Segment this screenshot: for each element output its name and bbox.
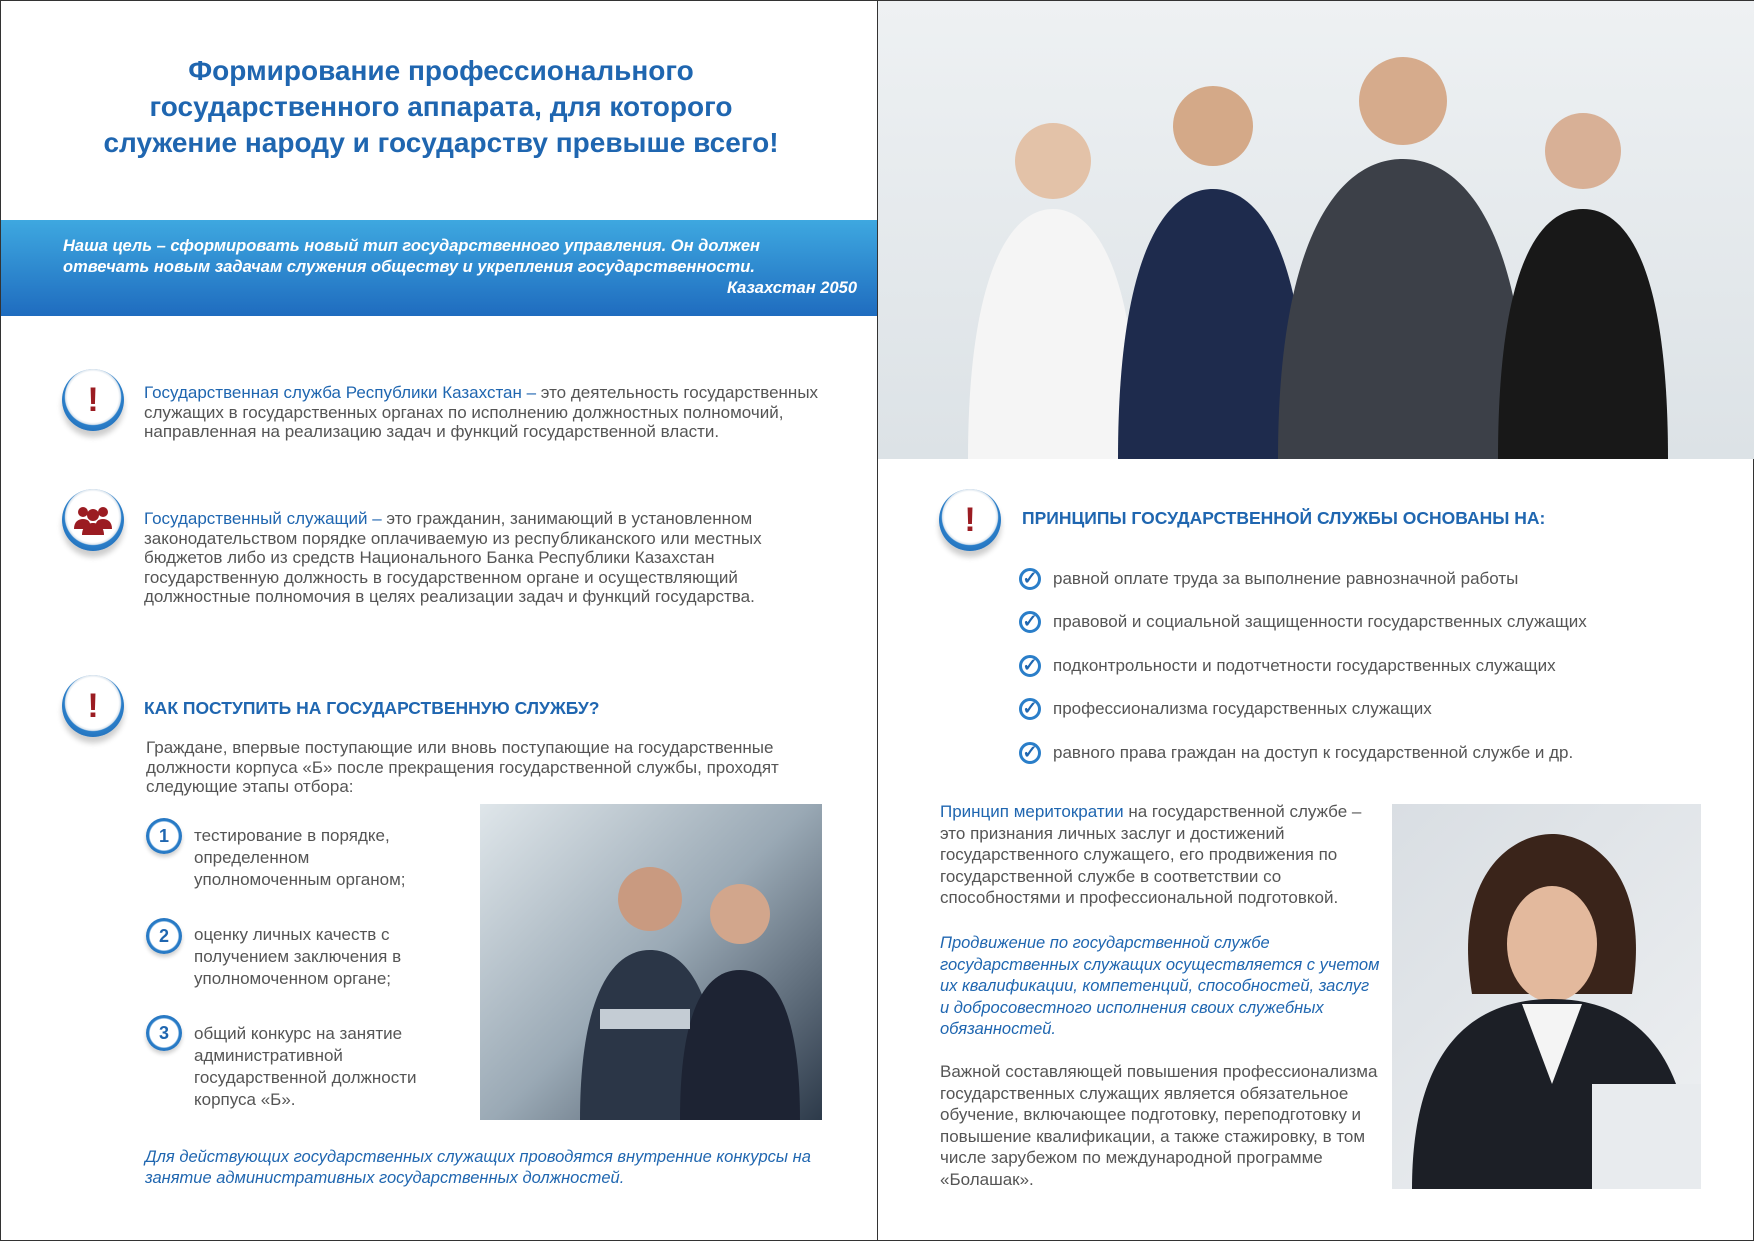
step-text: общий конкурс на занятие административной государственной должности корпуса «Б». [194, 1024, 417, 1109]
meritocracy-text: Принцип меритократии на государственной службе – это признания личных заслуг и достижений государственного служащего, его продвижения по государственной службе в соответствии со способностями и профессиональной подготовкой. [940, 802, 1362, 908]
page-title: Формирование профессионального государственного аппарата, для которого служение народу и государству превыше всего! [103, 55, 779, 158]
quote-source: Казахстан 2050 [727, 279, 857, 297]
footer-note: Для действующих государственных служащих проводятся внутренние конкурсы на занятие административных государственных должностей. [145, 1148, 811, 1187]
woman-photo [1392, 804, 1701, 1189]
step-text: тестирование в порядке, определенном уполномоченным органом; [194, 826, 406, 889]
promotion-text: Продвижение по государственной службе государственных служащих осуществляется с учетом их квалификации, компетенций, способностей, заслуг и добросовестного исполнения своих служебных обязанностей. [940, 934, 1380, 1039]
checkmark-icon: ✓ [1019, 611, 1041, 633]
how-to-join-intro: Граждане, впервые поступающие или вновь поступающие на государственные должности корпуса «Б» после прекращения государственной службы, проходят следующие этапы отбора: [146, 738, 779, 797]
principle-item: ✓ равного права граждан на доступ к государственной службе и др. [1019, 731, 1739, 775]
step-number: 2 [146, 918, 182, 954]
exclamation-icon: ! [62, 369, 124, 431]
checkmark-icon: ✓ [1019, 655, 1041, 677]
definition-civil-service: Государственная служба Республики Казахстан – это деятельность государственных служащих в государственных органах по исполнению должностных полномочий, направленная на реализацию задач и функций государственной власти. [144, 383, 819, 442]
definition-civil-servant: Государственный служащий – это гражданин, занимающий в установленном законодательством порядке оплачиваемую из республиканского или местных бюджетов либо из средств Национального Банка Республики Казахстан государственную должность в государственном органе и осуществляющий должностные полномочия в целях реализации задач и функций государства. [144, 509, 762, 607]
principles-heading: ПРИНЦИПЫ ГОСУДАРСТВЕННОЙ СЛУЖБЫ ОСНОВАНЫ НА: [1022, 508, 1546, 528]
right-page [877, 0, 1754, 1241]
team-photo [878, 1, 1754, 459]
step-number: 1 [146, 818, 182, 854]
principles-list [1019, 557, 1739, 775]
step-number: 3 [146, 1015, 182, 1051]
principle-item: ✓ подконтрольности и подотчетности государственных служащих [1019, 644, 1739, 688]
training-text: Важной составляющей повышения профессионализма государственных служащих является обязательное обучение, включающее подготовку, переподготовку и повышение квалификации, а также стажировку, в том числе зарубежом по международной программе «Болашак». [940, 1062, 1378, 1189]
checkmark-icon: ✓ [1019, 568, 1041, 590]
exclamation-icon: ! [62, 675, 124, 737]
checkmark-icon: ✓ [1019, 742, 1041, 764]
exclamation-icon: ! [939, 489, 1001, 551]
how-to-join-heading: КАК ПОСТУПИТЬ НА ГОСУДАРСТВЕННУЮ СЛУЖБУ? [144, 698, 600, 718]
colleagues-photo [480, 804, 822, 1120]
principle-item: ✓ профессионализма государственных служащих [1019, 688, 1739, 732]
people-group-icon [62, 489, 124, 551]
checkmark-icon: ✓ [1019, 698, 1041, 720]
principle-item: ✓ равной оплате труда за выполнение равнозначной работы [1019, 557, 1739, 601]
step-text: оценку личных качеств с получением заключения в уполномоченном органе; [194, 925, 402, 988]
principle-item: ✓ правовой и социальной защищенности государственных служащих [1019, 601, 1739, 645]
quote-banner: Наша цель – сформировать новый тип государственного управления. Он должен отвечать новым задачам служения обществу и укрепления государственности. Казахстан 2050 [1, 220, 877, 316]
